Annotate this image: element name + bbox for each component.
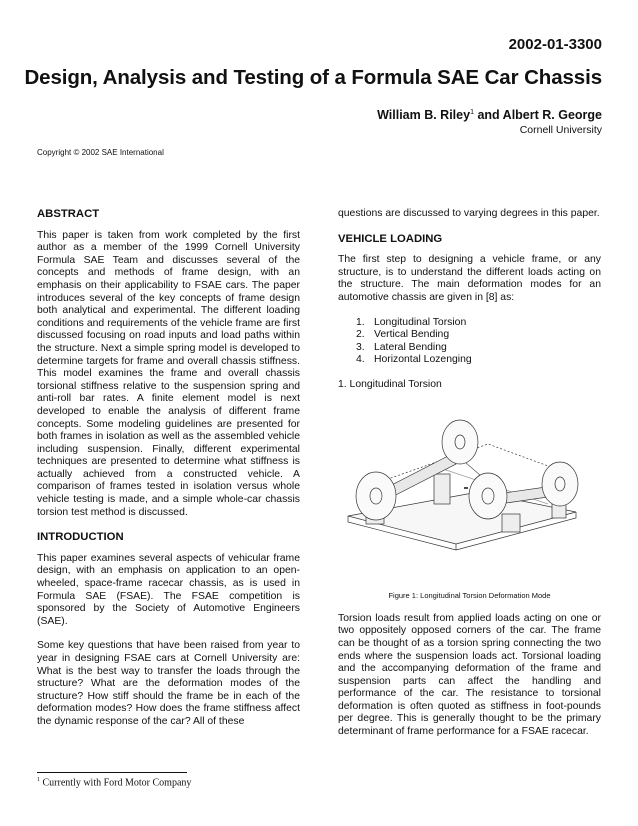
- front-post: [434, 474, 450, 504]
- footnote-rule: [37, 772, 187, 773]
- vehicle-loading-heading: VEHICLE LOADING: [338, 232, 443, 245]
- list-item: 4. Horizontal Lozenging: [356, 354, 472, 366]
- torsion-subheading: 1. Longitudinal Torsion: [338, 378, 442, 390]
- left-column: [37, 208, 300, 741]
- deformation-modes-list: [338, 317, 601, 367]
- list-item: 3. Lateral Bending: [356, 341, 447, 353]
- torsion-figure: [338, 404, 601, 576]
- author-2: and Albert R. George: [473, 108, 602, 122]
- figure-caption: Figure 1: Longitudinal Torsion Deformation Mode: [388, 591, 551, 601]
- torsion-text: Torsion loads result from applied loads acting on one or two oppositely opposed corners of the car. The frame can be thought of as a torsion spring connecting the two ends where the suspension loads act. Torsional loading and the accompanying deformation of the frame and suspension parts can affect the handling and performance of the car. The resistance to torsional deformation is often quoted as stiffness in foot-pounds per degree. This is generally thought to be the primary determinant of frame performance for a FSAE racecar.: [338, 612, 601, 738]
- paper-title: Design, Analysis and Testing of a Formula SAE Car Chassis: [24, 66, 602, 89]
- affiliation: Cornell University: [519, 124, 602, 136]
- introduction-paragraph-1: This paper examines several aspects of vehicular frame design, with an emphasis on application to an open-wheeled, space-frame racecar chassis, as is used in Formula SAE (FSAE). The FSAE competition is sponsored by the Society of Automotive Engineers (SAE).: [37, 552, 300, 627]
- abstract-text: This paper is taken from work completed by the first author as a member of the 1999 Cornell University Formula SAE Team and discusses several of the concepts and methods of frame design, with an emphasis on their applicability to FSAE cars. The paper introduces several of the key concepts of frame design both analytical and experimental. The different loading conditions and requirements of the vehicle frame are first discussed focusing on road inputs and load paths within the structure. Next a simple spring model is developed to determine targets for frame and overall chassis stiffness. This model examines the frame and overall chassis torsional stiffness relative to the suspension spring and anti-roll bar rates. A finite element model is next developed to enable the analysis of different frame concepts. Some modeling guidelines are presented for both frames in isolation as well as the assembled vehicle including suspension. Finally, different experimental techniques are presented to determine what stiffness is actually achieved from a constructed vehicle. A comparison of frames tested in isolation versus whole vehicle testing is made, and a simple whole-car chassis torsion test method is discussed.: [37, 229, 300, 518]
- introduction-heading: INTRODUCTION: [37, 531, 124, 544]
- rear-right-post: [502, 514, 520, 532]
- continuation-text: questions are discussed to varying degrees in this paper.: [338, 208, 600, 219]
- vehicle-loading-text: The first step to designing a vehicle frame, or any structure, is to understand the different loads acting on the structure. The main deformation modes for an automotive chassis are given in [8] as:: [338, 254, 601, 303]
- authors: [377, 108, 602, 122]
- front-right-wheel: [542, 462, 578, 506]
- introduction-paragraph-2: Some key questions that have been raised from year to year in designing FSAE cars at Cornell University are: What is the best way to transfer the loads through the structure? What are the deformation modes of the structure? How stiff should the frame be in each of the deformation modes? How does the frame stiffness affect the dynamic response of the car? All of these: [37, 640, 300, 727]
- rear-left-wheel: [356, 472, 396, 520]
- rear-right-wheel: [442, 420, 478, 464]
- copyright: Copyright © 2002 SAE International: [37, 148, 164, 157]
- right-column: [338, 208, 601, 751]
- list-item: 2. Vertical Bending: [356, 329, 450, 341]
- paper-id: 2002-01-3300: [508, 36, 602, 53]
- list-item: 1. Longitudinal Torsion: [356, 316, 467, 328]
- footnote: [37, 777, 191, 788]
- author-1: William B. Riley: [377, 108, 471, 122]
- front-left-wheel: [469, 473, 507, 519]
- abstract-heading: ABSTRACT: [37, 208, 100, 220]
- footnote-text: Currently with Ford Motor Company: [40, 777, 192, 789]
- author-1-footnote-mark: 1: [470, 108, 474, 116]
- footnote-mark: 1: [37, 777, 40, 783]
